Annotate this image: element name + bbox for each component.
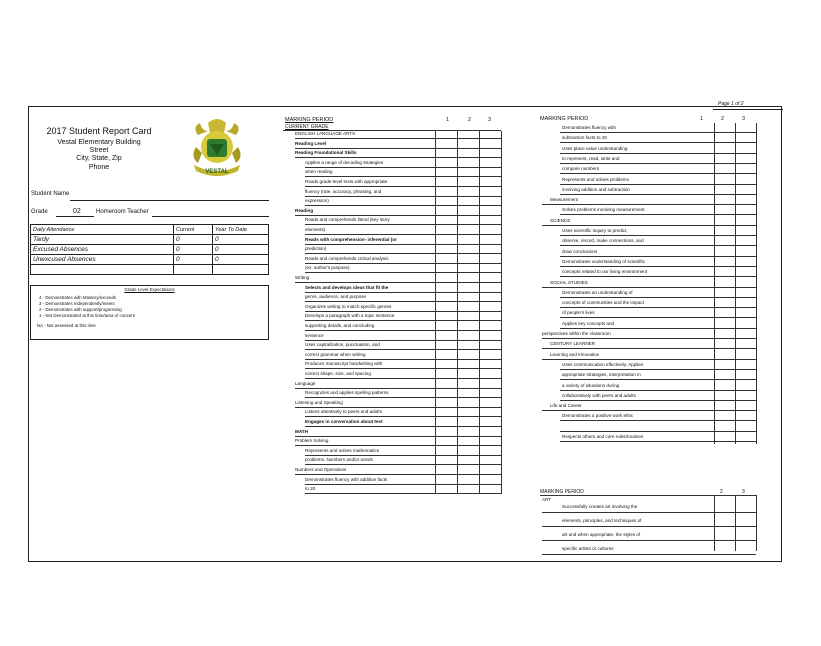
row-divider — [295, 474, 501, 475]
skill-label: Represents and solves problems — [562, 176, 629, 182]
expectation-line: 2 - Demonstrates with support/progressing — [39, 307, 122, 312]
row-divider — [305, 416, 501, 417]
grade-column-line — [714, 495, 715, 551]
page-number-underline — [713, 109, 783, 110]
attendance-cell: 0 — [174, 235, 213, 245]
grade-column-line — [735, 123, 736, 444]
row-divider — [542, 225, 756, 226]
row-divider — [305, 167, 501, 168]
attendance-cell: 0 — [213, 245, 269, 255]
row-divider — [305, 464, 501, 465]
row-divider — [560, 153, 756, 154]
homeroom-label: Homeroom Teacher — [96, 209, 149, 215]
attendance-cell: Unexcused Absences — [31, 255, 174, 265]
table-row — [31, 265, 269, 275]
skill-label: Measurement — [550, 197, 579, 203]
skill-label: art and when appropriate, the styles of — [562, 532, 641, 537]
skill-label: Reads and comprehends critical analysis — [305, 255, 389, 261]
grade-column-line — [479, 131, 480, 494]
skill-label: prediction) — [305, 246, 327, 252]
row-divider — [295, 445, 501, 446]
table-top-line — [283, 130, 501, 131]
attendance-cell — [174, 265, 213, 275]
skill-label: observe, record, make connections, and — [562, 238, 644, 244]
student-name-label: Student Name — [31, 191, 70, 197]
skill-label: collaboratively with peers and adults — [562, 392, 636, 398]
vestal-crest-logo-icon — [188, 117, 246, 181]
skill-label: Demonstrates fluency with — [562, 125, 616, 130]
row-divider — [295, 407, 501, 408]
row-divider — [305, 340, 501, 341]
skill-label: Reading Foundational Skills — [295, 150, 357, 156]
row-divider — [305, 397, 501, 398]
expectation-line: 3 - Demonstrates Independently/meets — [39, 301, 115, 306]
period-col: 3 — [488, 117, 492, 123]
skill-label: elements, principles, and techniques of — [562, 518, 642, 523]
table-row — [31, 255, 269, 265]
period-col: 2 — [721, 116, 725, 122]
attendance-cell: 0 — [174, 255, 213, 265]
row-divider — [305, 186, 501, 187]
skill-label: involving addition and subtraction — [562, 186, 630, 192]
row-divider — [305, 205, 501, 206]
row-divider — [560, 297, 756, 298]
row-divider — [560, 420, 756, 421]
skill-label: Uses scientific inquiry to predict, — [562, 228, 628, 233]
skill-label: Language — [295, 380, 316, 386]
student-name-line[interactable] — [70, 200, 269, 201]
row-divider — [295, 215, 501, 216]
row-divider — [542, 348, 756, 349]
grade-value: 02 — [73, 208, 81, 215]
row-divider — [305, 330, 501, 331]
building-name: Vestal Elementary Building — [57, 139, 141, 146]
row-divider — [542, 526, 756, 527]
grade-column-line — [756, 123, 757, 444]
period-col: 2 — [720, 489, 723, 495]
row-divider — [542, 512, 756, 513]
table-row — [31, 235, 269, 245]
skill-label: MATH — [295, 428, 308, 434]
row-divider — [560, 173, 756, 174]
skill-label: Selects and develops ideas that fit the — [305, 284, 389, 290]
row-divider — [295, 388, 501, 389]
row-divider — [305, 176, 501, 177]
skill-label: Recognizes and applies spelling patterns — [305, 390, 389, 396]
attendance-cell — [213, 265, 269, 275]
art-label: ART — [542, 497, 552, 502]
skill-label: CENTURY LEARNER — [550, 341, 596, 347]
skill-label: (ex: author's purpose) — [305, 265, 350, 271]
skill-label: expression) — [305, 198, 329, 204]
row-divider — [560, 184, 756, 185]
row-divider — [560, 379, 756, 380]
skill-label: SCIENCE — [550, 217, 571, 223]
phone: Phone — [88, 163, 110, 171]
row-divider — [305, 244, 501, 245]
skill-label: Demonstrates a positive work ethic — [562, 413, 634, 419]
skill-label: correct shape, size, and spacing — [305, 371, 371, 376]
row-divider — [560, 235, 756, 236]
skill-label: Applies a range of decoding strategies — [305, 159, 384, 165]
row-divider — [295, 282, 501, 283]
grade-label: Grade — [31, 209, 48, 215]
attendance-cell: Tardy — [31, 235, 174, 245]
row-divider — [560, 317, 756, 318]
skill-label: Life and Career — [550, 403, 582, 409]
school-address — [45, 139, 153, 172]
skill-label: concepts related to our living environment — [562, 269, 648, 275]
skill-label: Represents and solves mathematics — [305, 447, 380, 453]
row-divider — [542, 410, 756, 411]
period-col: 2 — [468, 117, 472, 123]
skill-label: elements) — [305, 227, 326, 232]
row-divider — [305, 426, 501, 427]
row-divider — [560, 441, 756, 442]
skill-label: Reading — [295, 207, 314, 213]
marking-period-label: MARKING PERIOD — [285, 117, 334, 123]
skill-label: Numbers and Operations — [295, 467, 347, 472]
row-divider — [560, 163, 756, 164]
art-marking-period-label: MARKING PERIOD — [540, 489, 584, 495]
skill-label: draw conclusions — [562, 248, 598, 254]
row-divider — [542, 204, 756, 205]
row-divider — [560, 142, 756, 143]
table-top-line — [540, 495, 756, 496]
row-divider — [305, 455, 501, 456]
skill-label: Reading Level — [295, 140, 327, 146]
row-divider — [305, 378, 501, 379]
row-divider — [305, 359, 501, 360]
row-divider — [305, 301, 501, 302]
grade-line — [56, 216, 94, 217]
skill-label: problems. Numbers and/or words — [305, 457, 373, 463]
row-divider — [560, 194, 756, 195]
period-col: 3 — [742, 116, 746, 122]
row-divider — [542, 540, 756, 541]
skill-label: Demonstrates fluency with addition facts — [305, 476, 388, 482]
row-divider — [305, 484, 501, 485]
skill-label: SOCIAL STUDIES — [550, 279, 588, 285]
skill-label: subtraction facts to 20 — [562, 135, 607, 141]
skill-label: specific artists or cultures — [562, 546, 614, 551]
expectation-line: NA - Not assessed at this time — [37, 323, 96, 328]
skill-label: Uses place value understanding — [562, 145, 628, 151]
row-divider — [560, 132, 756, 133]
grade-column-line — [501, 131, 502, 494]
skill-label: correct grammar when writing — [305, 351, 366, 357]
row-divider — [560, 245, 756, 246]
attendance-header: Daily Attendance — [31, 225, 174, 235]
row-divider — [560, 276, 756, 277]
expectation-line: 4 - Demonstrates with Mastery/exceeds — [39, 295, 117, 300]
skill-label: of people's lives — [562, 310, 595, 316]
grade-column-line — [714, 123, 715, 444]
skill-label: Applies key concepts and — [562, 320, 615, 326]
row-divider — [560, 369, 756, 370]
row-divider — [295, 138, 501, 139]
homeroom-line[interactable] — [152, 216, 269, 217]
skill-label: Respects others and core rules/routines — [562, 434, 644, 439]
row-divider — [305, 224, 501, 225]
skill-label: Demonstrates an understanding of — [562, 289, 633, 295]
skill-label: compare numbers — [562, 166, 600, 172]
period-col: 3 — [742, 489, 745, 495]
grade-column-line — [435, 131, 436, 494]
skill-label: Engages in conversation about text — [305, 419, 383, 424]
right-marking-period-label: MARKING PERIOD — [540, 116, 589, 122]
row-divider — [560, 328, 756, 329]
skill-label: fluency (rate, accuracy, phrasing, and — [305, 188, 382, 194]
attendance-cell: 0 — [174, 245, 213, 255]
row-divider — [542, 338, 756, 339]
row-divider — [560, 400, 756, 401]
skill-label: Reads and comprehends literal (key story — [305, 217, 390, 223]
grade-column-line — [735, 495, 736, 551]
skill-label: genre, audience, and purpose — [305, 294, 367, 300]
row-divider — [305, 311, 501, 312]
report-card-title: 2017 Student Report Card — [46, 126, 152, 136]
row-divider — [305, 234, 501, 235]
skill-label: to 20 — [305, 486, 316, 492]
street: Street — [89, 147, 109, 155]
svg-text:VESTAL: VESTAL — [205, 169, 229, 175]
skill-label: Writing — [295, 275, 310, 280]
skill-label: Solves problems involving measurement — [562, 207, 645, 213]
skill-label: concepts of communities and the impact — [562, 300, 644, 306]
row-divider — [295, 148, 501, 149]
skill-label: Successfully creates art involving the — [562, 504, 638, 509]
page-number: Page 1 of 2 — [718, 101, 744, 107]
attendance-cell: 0 — [213, 255, 269, 265]
skill-label: appropriate strategies, interpretation in — [562, 372, 641, 378]
skill-label: Listens attentively to peers and adults — [305, 409, 382, 415]
skill-label: Uses capitalization, punctuation, and — [305, 342, 380, 348]
attendance-cell: Excused Absences — [31, 245, 174, 255]
skill-label: perspectives within the classroom — [542, 331, 611, 336]
row-divider — [305, 292, 501, 293]
attendance-header: Year To Date — [213, 225, 269, 235]
row-divider — [305, 272, 501, 273]
row-divider — [295, 436, 501, 437]
skill-label: to represent, read, write and — [562, 155, 620, 161]
grade-column-line — [457, 131, 458, 494]
skill-label: a variety of situations during — [562, 382, 620, 388]
row-divider — [542, 554, 756, 555]
row-divider — [305, 368, 501, 369]
city-state-zip: City, State, Zip — [76, 155, 122, 163]
skill-label: ENGLISH LANGUAGE ARTS — [295, 131, 356, 136]
row-divider — [542, 359, 756, 360]
row-divider — [305, 196, 501, 197]
skill-label: Produces manuscript handwriting with — [305, 361, 383, 367]
attendance-header: Current — [174, 225, 213, 235]
row-divider — [305, 493, 501, 494]
period-col: 1 — [700, 116, 704, 122]
row-divider — [560, 266, 756, 267]
skill-label: Reads grade-level texts with appropriate — [305, 179, 388, 184]
skill-label: Uses communication effectively. Applies — [562, 361, 644, 367]
row-divider — [560, 431, 756, 432]
skill-label: sentence — [305, 332, 324, 338]
attendance-cell: 0 — [213, 235, 269, 245]
row-divider — [560, 307, 756, 308]
row-divider — [305, 253, 501, 254]
grade-expectations-box — [30, 285, 269, 340]
skill-label: Learning and Innovation — [550, 351, 600, 357]
row-divider — [560, 256, 756, 257]
grade-column-line — [756, 495, 757, 551]
skill-label: Problem Solving — [295, 438, 329, 444]
attendance-table — [30, 224, 269, 275]
row-divider — [305, 349, 501, 350]
skill-label: Develops a paragraph with a topic sentence — [305, 313, 395, 319]
skill-label: Listening and Speaking — [295, 399, 343, 405]
row-divider — [560, 214, 756, 215]
skill-label: Demonstrates understanding of scientific — [562, 258, 645, 264]
skill-label: supporting details, and concluding — [305, 323, 375, 328]
expectations-heading: Grade Level Expectations — [124, 287, 175, 292]
period-col: 1 — [446, 117, 450, 123]
row-divider — [542, 287, 756, 288]
skill-label: Organizes writing to match specific genres — [305, 303, 392, 309]
subheader-text: CURRENT GRADE — [285, 124, 329, 130]
skill-label: when reading — [305, 169, 333, 175]
row-divider — [295, 157, 501, 158]
expectation-line: 1 - Not Demonstrated at this time/area of concern — [39, 313, 136, 318]
row-divider — [560, 390, 756, 391]
row-divider — [305, 263, 501, 264]
attendance-cell — [31, 265, 174, 275]
row-divider — [305, 320, 501, 321]
skill-label: Reads with comprehension- inferential (or — [305, 236, 397, 242]
table-row — [31, 245, 269, 255]
